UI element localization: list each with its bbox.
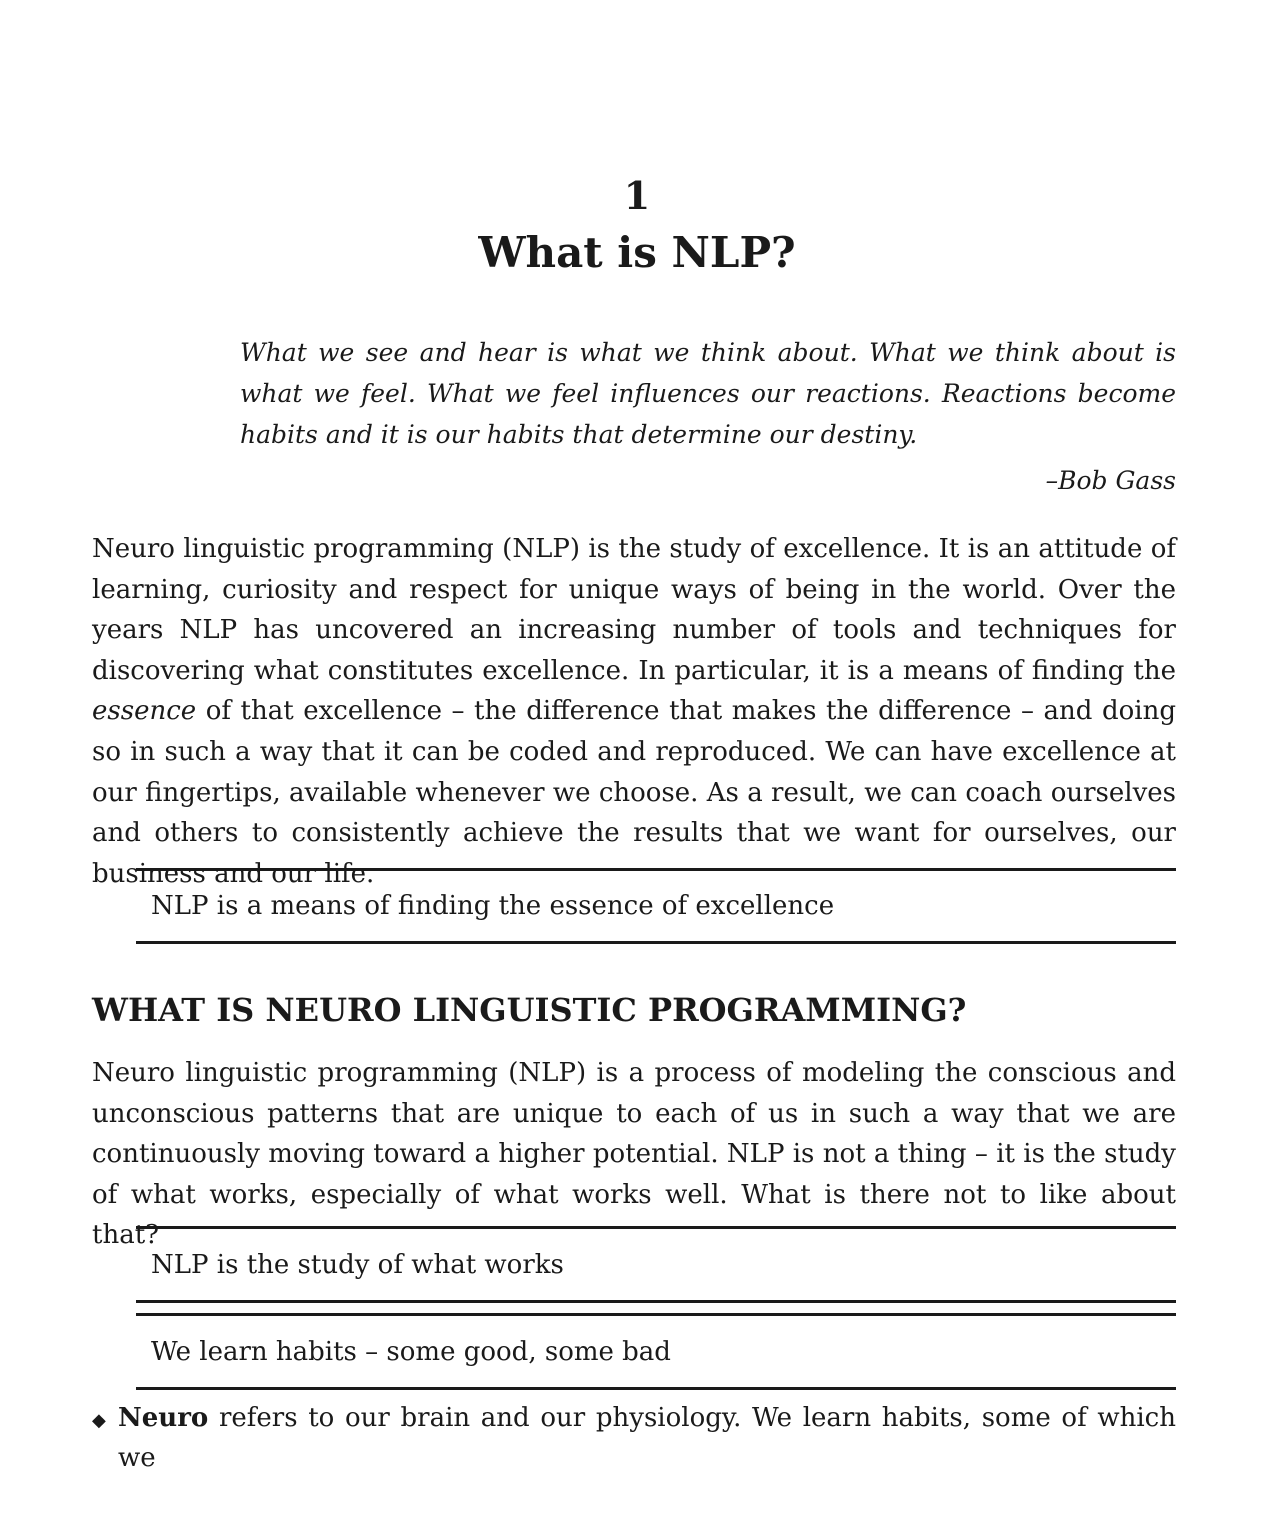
bullet-item bbox=[92, 1398, 1176, 1478]
section-heading: WHAT IS NEURO LINGUISTIC PROGRAMMING? bbox=[92, 991, 967, 1029]
intro-paragraph bbox=[92, 529, 1176, 894]
callout-text: NLP is a means of finding the essence of excellence bbox=[151, 891, 835, 921]
chapter-number: 1 bbox=[623, 173, 651, 218]
epigraph-quote: What we see and hear is what we think about. What we think about is what we feel. What we feel influences our reactions. Reactions become habits and it is our habits that determine our destiny. bbox=[240, 338, 1176, 449]
intro-text-part-1: Neuro linguistic programming (NLP) is the study of excellence. It is an attitude of learning, curiosity and respect for unique ways of being in the world. Over the years NLP has uncovered an increasing number of tools and techniques for discovering what constitutes excellence. In particular, it is a means of finding the bbox=[92, 534, 1176, 686]
callout-text: We learn habits – some good, some bad bbox=[151, 1336, 671, 1367]
callout-box bbox=[136, 1226, 1176, 1303]
diamond-bullet-icon: ◆ bbox=[92, 1410, 106, 1431]
section-paragraph: Neuro linguistic programming (NLP) is a process of modeling the conscious and unconscious patterns that are unique to each of us in such a way that we are continuously moving toward a higher potential. NLP is not a thing – it is the study of what works, especially of what works well. What is there not to like about that? bbox=[92, 1058, 1176, 1251]
bullet-description: refers to our brain and our physiology. We learn habits, some of which we bbox=[118, 1403, 1176, 1473]
intro-text-part-2: of that excellence – the difference that makes the difference – and doing so in such a way that it can be coded and reproduced. We can have excellence at our fingertips, available whenever we choose. As a result, we can coach ourselves and others to consistently achieve the results that we want for ourselves, our business and our life. bbox=[92, 696, 1176, 889]
epigraph-author: –Bob Gass bbox=[1045, 466, 1176, 495]
bullet-term: Neuro bbox=[118, 1403, 209, 1433]
intro-emphasis: essence bbox=[92, 696, 197, 727]
callout-box bbox=[136, 868, 1176, 944]
chapter-title: What is NLP? bbox=[478, 228, 796, 277]
callout-box bbox=[136, 1313, 1176, 1390]
bullet-text bbox=[118, 1398, 1176, 1478]
callout-text: NLP is the study of what works bbox=[151, 1249, 564, 1280]
